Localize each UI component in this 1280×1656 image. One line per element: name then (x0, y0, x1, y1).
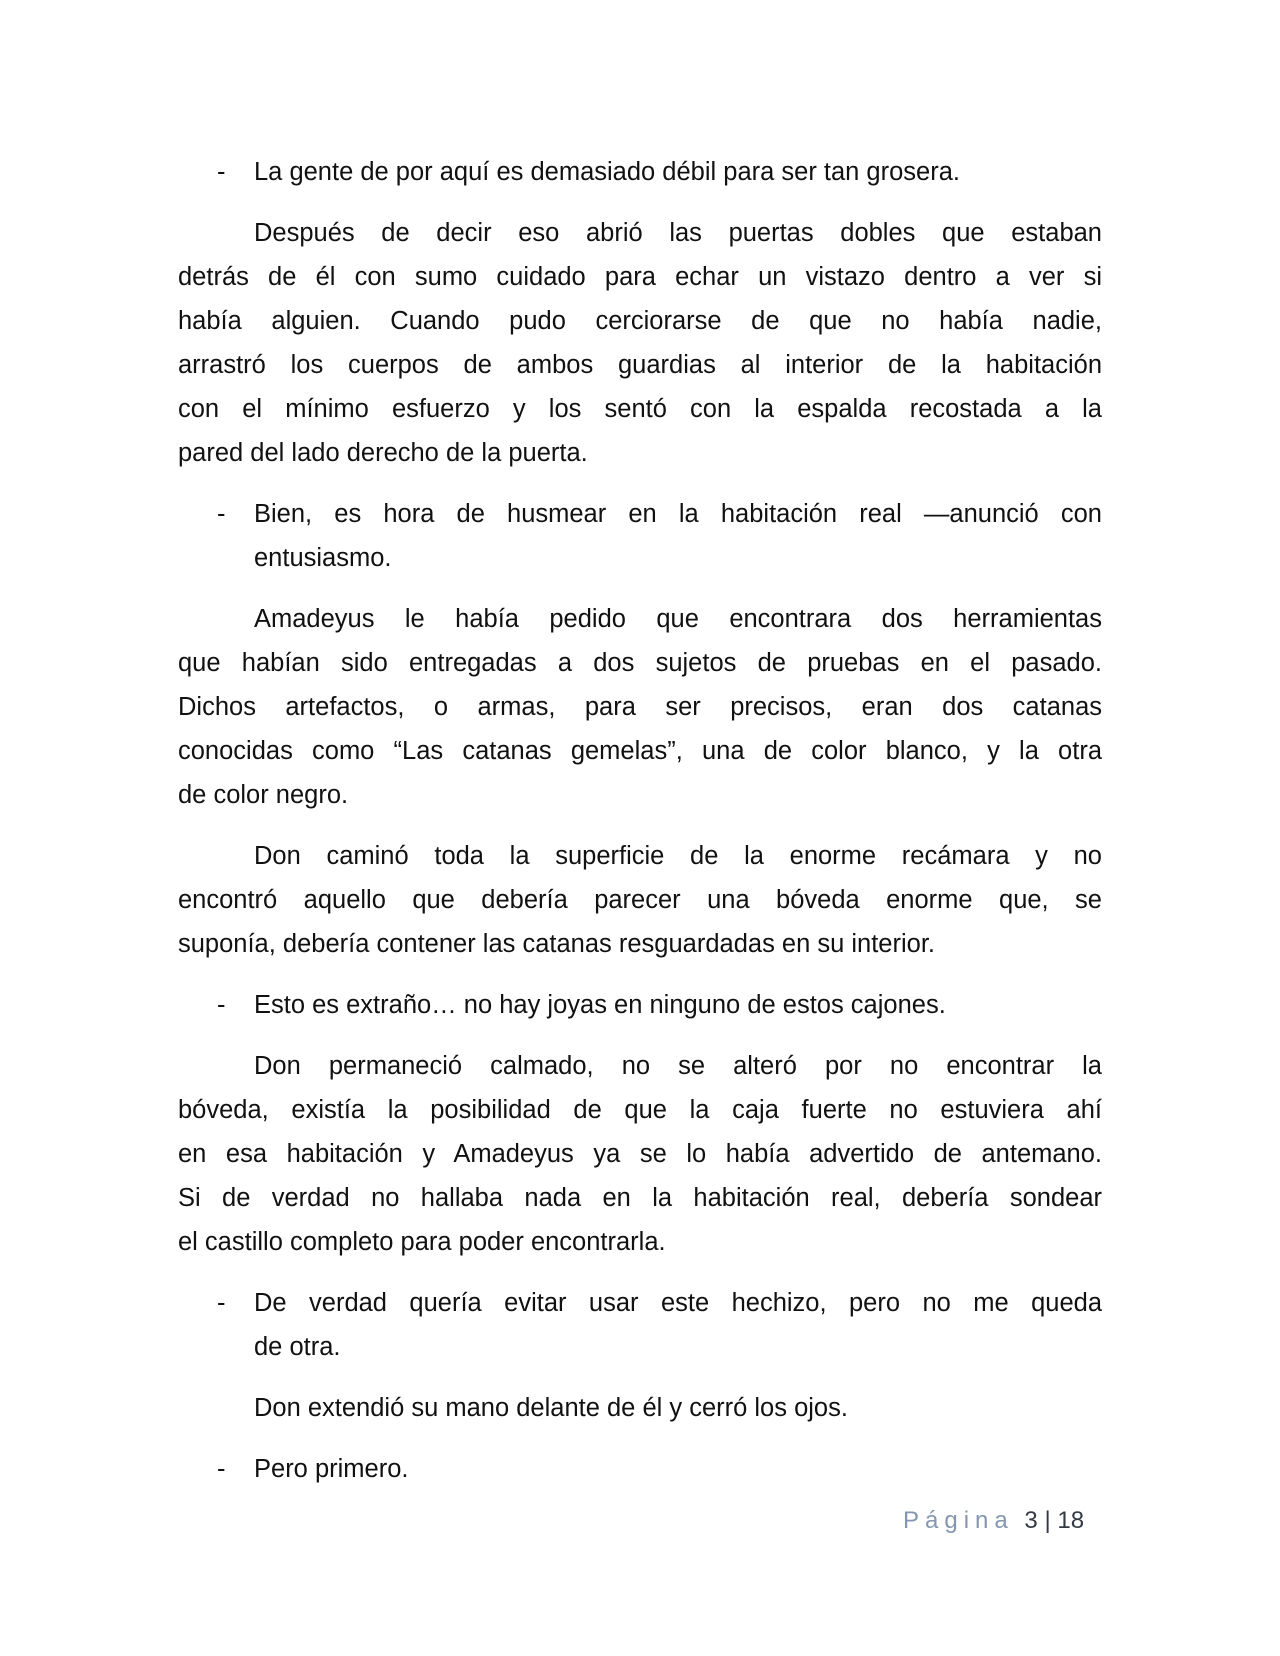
text-line: Si de verdad no hallaba nada en la habitación real, debería sondear (178, 1184, 1102, 1212)
dialogue-dash: - (217, 991, 226, 1019)
text-line: encontró aquello que debería parecer una bóveda enorme que, se (178, 886, 1102, 914)
dialogue-dash: - (217, 1289, 226, 1317)
text-line: conocidas como “Las catanas gemelas”, una de color blanco, y la otra (178, 737, 1102, 765)
narration-line (178, 1386, 1102, 1430)
text-line: de otra. (254, 1333, 341, 1361)
dialogue-line (178, 492, 1102, 580)
dialogue-dash: - (217, 500, 226, 528)
text-line: entusiasmo. (254, 544, 392, 572)
paragraph (178, 834, 1102, 966)
text-line: con el mínimo esfuerzo y los sentó con la espalda recostada a la (178, 395, 1102, 423)
text-line: suponía, debería contener las catanas resguardadas en su interior. (178, 930, 935, 958)
dialogue-line (178, 1447, 1102, 1491)
dialogue-line (178, 983, 1102, 1027)
text-line: Bien, es hora de husmear en la habitación real —anunció con (254, 500, 1102, 528)
text-line: Don extendió su mano delante de él y cerró los ojos. (254, 1394, 848, 1422)
text-line: arrastró los cuerpos de ambos guardias al interior de la habitación (178, 351, 1102, 379)
page-number: 3 (1024, 1507, 1038, 1534)
text-line: Después de decir eso abrió las puertas dobles que estaban (254, 219, 1102, 247)
dialogue-line (178, 150, 1102, 194)
text-line: Esto es extraño… no hay joyas en ninguno de estos cajones. (254, 991, 946, 1019)
text-line: había alguien. Cuando pudo cerciorarse de que no había nadie, (178, 307, 1102, 335)
text-line: Don permaneció calmado, no se alteró por no encontrar la (254, 1052, 1102, 1080)
page-label: Página (903, 1507, 1014, 1534)
dialogue-dash: - (217, 1455, 226, 1483)
page-total: 18 (1057, 1507, 1085, 1534)
text-line: el castillo completo para poder encontrarla. (178, 1228, 666, 1256)
text-line: que habían sido entregadas a dos sujetos de pruebas en el pasado. (178, 649, 1102, 677)
text-line: La gente de por aquí es demasiado débil para ser tan grosera. (254, 158, 960, 186)
paragraph (178, 211, 1102, 475)
text-line: Don caminó toda la superficie de la enorme recámara y no (254, 842, 1102, 870)
text-line: en esa habitación y Amadeyus ya se lo había advertido de antemano. (178, 1140, 1102, 1168)
text-line: detrás de él con sumo cuidado para echar un vistazo dentro a ver si (178, 263, 1102, 291)
text-line: de color negro. (178, 781, 349, 809)
text-line: pared del lado derecho de la puerta. (178, 439, 588, 467)
document-body (178, 150, 1102, 1508)
page-footer (903, 1506, 1084, 1536)
dialogue-line (178, 1281, 1102, 1369)
text-line: Pero primero. (254, 1455, 409, 1483)
dialogue-dash: - (217, 158, 226, 186)
text-line: bóveda, existía la posibilidad de que la caja fuerte no estuviera ahí (178, 1096, 1102, 1124)
text-line: De verdad quería evitar usar este hechizo, pero no me queda (254, 1289, 1102, 1317)
text-line: Dichos artefactos, o armas, para ser precisos, eran dos catanas (178, 693, 1102, 721)
text-line: Amadeyus le había pedido que encontrara dos herramientas (254, 605, 1102, 633)
paragraph (178, 1044, 1102, 1264)
page-separator: | (1044, 1507, 1051, 1534)
paragraph (178, 597, 1102, 817)
